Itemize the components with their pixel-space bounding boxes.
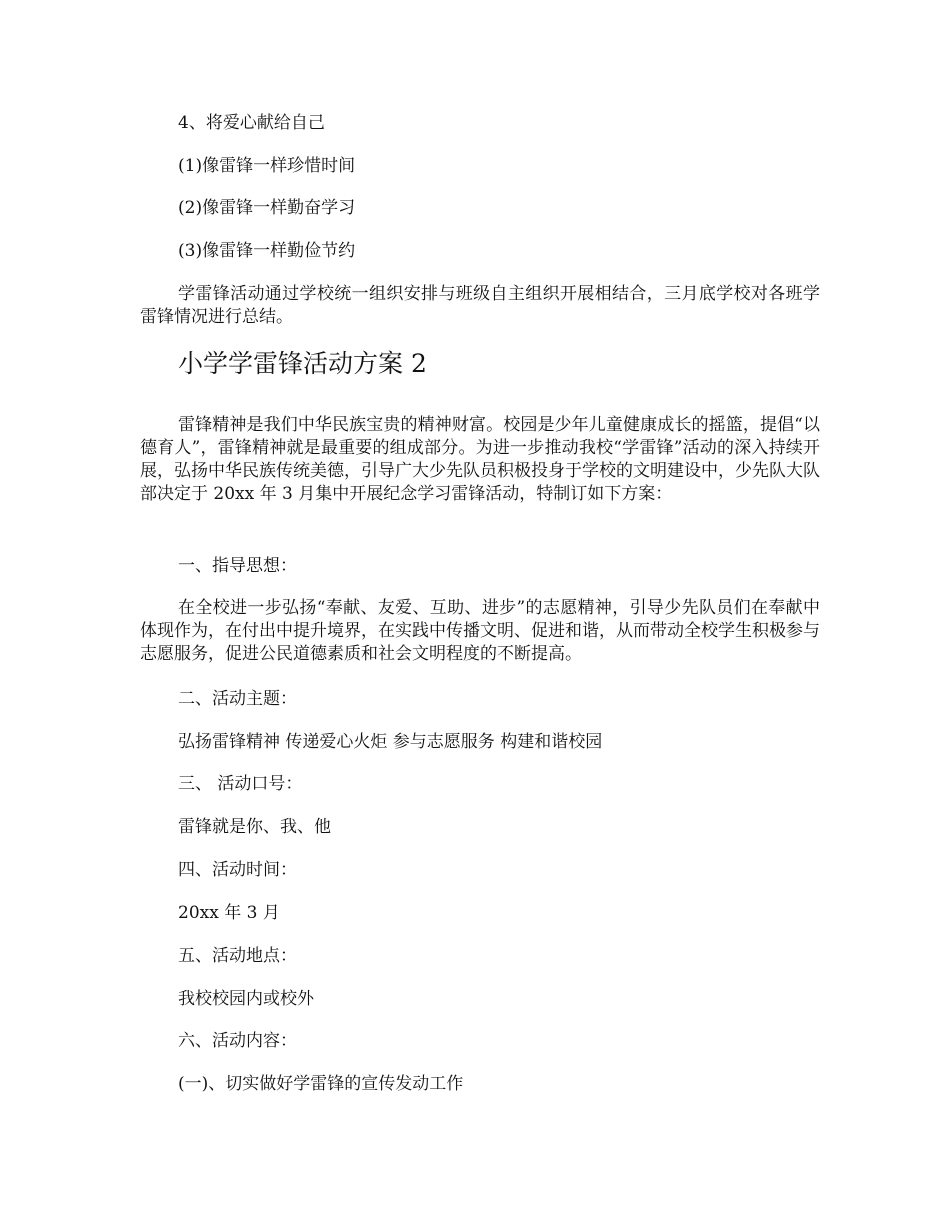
section-title: 小学学雷锋活动方案 2 [178, 349, 427, 378]
guide-paragraph: 在全校进一步弘扬“奉献、友爱、互助、进步”的志愿精神，引导少先队员们在奉献中体现作为，在付出中提升境界，在实践中传播文明、促进和谐，从而带动全校学生积极参与志愿服务，促进公民道德素质和社会文明程度的不断提高。 [140, 598, 820, 664]
guide-heading: 一、指导思想： [178, 556, 297, 576]
content-heading: 六、活动内容： [178, 1031, 297, 1051]
content-item-1: (一)、切实做好学雷锋的宣传发动工作 [178, 1074, 464, 1094]
time-text: 20xx 年 3 月 [178, 903, 280, 923]
place-heading: 五、活动地点： [178, 946, 297, 966]
time-heading: 四、活动时间： [178, 860, 297, 880]
place-text: 我校校园内或校外 [178, 989, 314, 1009]
slogan-text: 雷锋就是你、我、他 [178, 817, 331, 837]
intro-paragraph: 雷锋精神是我们中华民族宝贵的精神财富。校园是少年儿童健康成长的摇篮，提倡“以德育人”，雷锋精神就是最重要的组成部分。为进一步推动我校“学雷锋”活动的深入持续开展，弘扬中华民族传统美德，引导广大少先队员积极投身于学校的文明建设中，少先队大队部决定于 20xx 年 3 月集中开展纪念学习雷锋活动，特制订如下方案： [140, 415, 820, 504]
summary-paragraph: 学雷锋活动通过学校统一组织安排与班级自主组织开展相结合，三月底学校对各班学雷锋情况进行总结。 [140, 284, 820, 327]
sub-item-1: (1)像雷锋一样珍惜时间 [178, 156, 356, 176]
theme-text: 弘扬雷锋精神 传递爱心火炬 参与志愿服务 构建和谐校园 [178, 732, 603, 752]
slogan-heading: 三、 活动口号： [178, 774, 303, 794]
sub-item-2: (2)像雷锋一样勤奋学习 [178, 198, 356, 218]
sub-item-3: (3)像雷锋一样勤俭节约 [178, 241, 356, 261]
theme-heading: 二、活动主题： [178, 689, 297, 709]
list-item-4: 4、将爱心献给自己 [178, 113, 325, 133]
